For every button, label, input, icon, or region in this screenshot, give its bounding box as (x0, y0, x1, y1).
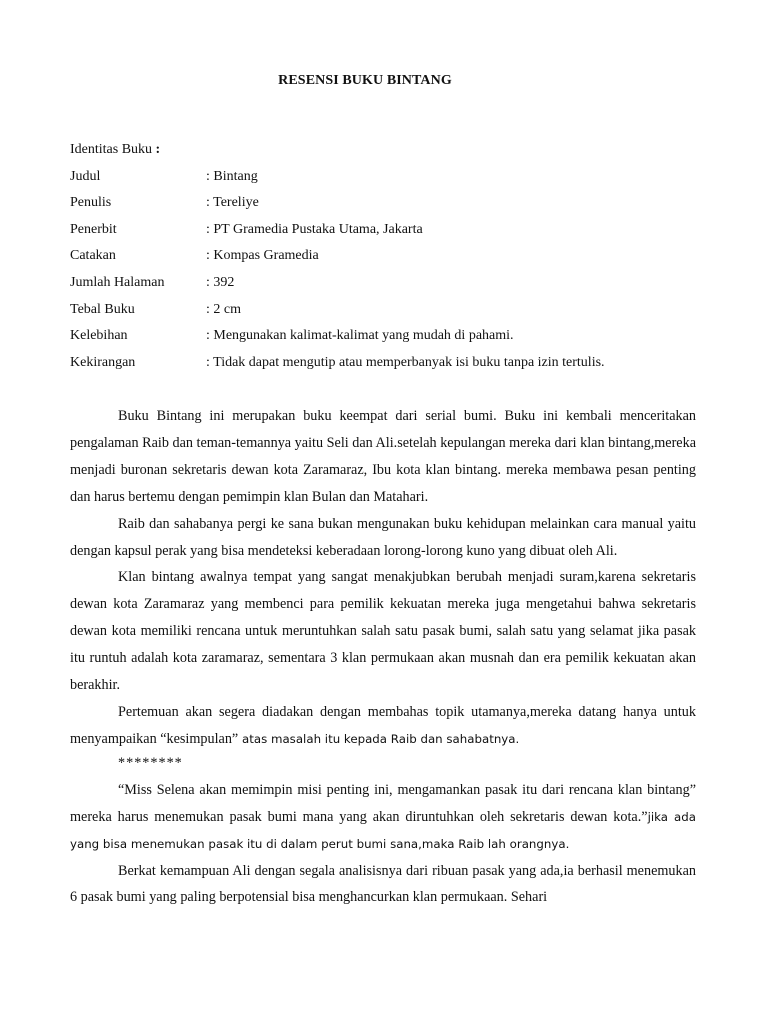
identity-heading-text: Identitas Buku (70, 142, 153, 157)
identity-label: Judul (70, 168, 101, 184)
identity-value: : Tidak dapat mengutip atau memperbanyak isi buku tanpa izin tertulis. (206, 354, 605, 370)
document-title: RESENSI BUKU BINTANG (278, 73, 452, 88)
identity-label: Penulis (70, 195, 112, 211)
identity-label: Kekirangan (70, 354, 136, 370)
paragraph-6: Berkat kemampuan Ali dengan segala analisisnya dari ribuan pasak yang ada,ia berhasil menemukan 6 pasak bumi yang paling berpotensial bisa menghancurkan klan permukaan. Sehari (70, 862, 696, 906)
paragraph-3: Klan bintang awalnya tempat yang sangat menakjubkan berubah menjadi suram,karena sekretaris dewan kota Zaramaraz yang membenci para pemilik kekuatan mereka juga mengetahui bahwa sekretaris dewan kota memiliki rencana untuk meruntuhkan salah satu pasak bumi, salah satu yang selamat jika pasak itu runtuh adalah kota zaramaraz, sementara 3 klan permukaan akan musnah dan era pemilik kekuatan akan berakhir. (70, 569, 696, 694)
identity-value: : 392 (206, 274, 235, 290)
section-separator-stars: ******** (118, 754, 183, 771)
identity-label: Kelebihan (70, 328, 128, 344)
identity-value: : 2 cm (206, 301, 241, 317)
identity-value: : PT Gramedia Pustaka Utama, Jakarta (206, 221, 423, 237)
identity-row-tebal-buku (70, 301, 710, 328)
identity-row-kelebihan (70, 327, 710, 354)
identity-value: : Kompas Gramedia (206, 248, 319, 264)
paragraph-4-tail: atas masalah itu kepada Raib dan sahabatnya. (238, 731, 520, 746)
paragraph-4 (70, 699, 696, 753)
identity-heading-colon: : (152, 142, 161, 157)
identity-label: Catakan (70, 248, 116, 264)
identity-value: : Bintang (206, 168, 258, 184)
identity-label: Jumlah Halaman (70, 274, 165, 290)
identity-row-jumlah-halaman (70, 274, 710, 301)
identity-label: Tebal Buku (70, 301, 135, 317)
book-identity-section (70, 141, 710, 380)
paragraph-2: Raib dan sahabanya pergi ke sana bukan mengunakan buku kehidupan melainkan cara manual yaitu dengan kapsul perak yang bisa mendeteksi keberadaan lorong-lorong kuno yang dibuat oleh Ali. (70, 515, 696, 559)
identity-label: Penerbit (70, 221, 117, 237)
paragraph-1: Buku Bintang ini merupakan buku keempat dari serial bumi. Buku ini kembali menceritakan pengalaman Raib dan teman-temannya yaitu Seli dan Ali.setelah kepulangan mereka dari klan bintang,mereka menjadi buronan sekretaris dewan kota Zaramaraz, Ibu kota klan bintang. mereka membawa pesan penting dan harus bertemu dengan pemimpin klan Bulan dan Matahari. (70, 408, 696, 505)
paragraph-5-text: “Miss Selena akan memimpin misi penting ini, mengamankan pasak itu dari rencana klan bintang” mereka harus menemukan pasak bumi mana yang akan diruntuhkan oleh sekretaris dewan kota.” (70, 781, 696, 825)
identity-value: : Mengunakan kalimat-kalimat yang mudah di pahami. (206, 328, 514, 344)
identity-row-judul (70, 168, 710, 195)
review-body (70, 403, 696, 911)
identity-value: : Tereliye (206, 195, 259, 211)
identity-row-kekirangan (70, 354, 710, 381)
identity-heading (70, 141, 710, 168)
paragraph-5-tail: jika ada yang bisa menemukan pasak itu di dalam perut bumi sana,maka Raib lah orangnya. (70, 809, 696, 851)
identity-row-penerbit (70, 221, 710, 248)
paragraph-4-text: Pertemuan akan segera diadakan dengan membahas topik utamanya,mereka datang hanya untuk menyampaikan “kesimpulan” (70, 703, 696, 747)
paragraph-5 (70, 777, 696, 858)
identity-row-penulis (70, 194, 710, 221)
identity-row-catakan (70, 247, 710, 274)
